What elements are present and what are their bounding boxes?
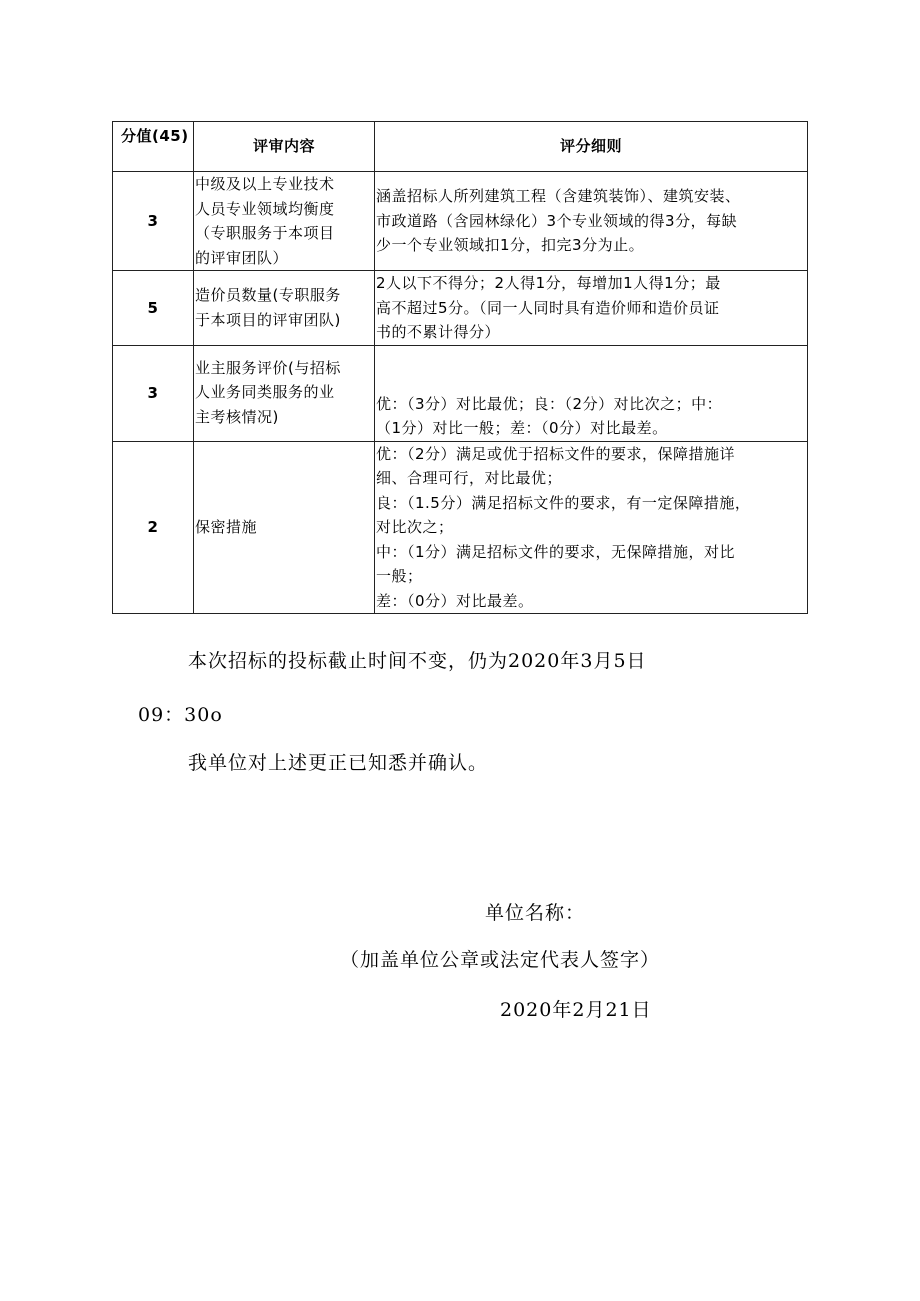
- detail-line: 一般；: [376, 567, 423, 585]
- detail-line: 优：（2分）满足或优于招标文件的要求，保障措施详: [376, 444, 736, 463]
- row-content: [194, 271, 375, 346]
- detail-line: 书的不累计得分）: [376, 323, 501, 341]
- detail-line: 对比次之；: [376, 518, 454, 536]
- deadline-notice-line2: 09：30o: [138, 704, 223, 726]
- row-detail: [375, 172, 808, 271]
- table-row: [113, 441, 808, 614]
- detail-line: 优：（3分）对比最优；良：（2分）对比次之；中：: [376, 394, 723, 413]
- table-row: [113, 345, 808, 441]
- content-line: 人业务同类服务的业: [195, 383, 335, 401]
- detail-line: 良：（1.5分）满足招标文件的要求，有一定保障措施，: [376, 493, 751, 512]
- content-line: 于本项目的评审团队): [195, 310, 341, 329]
- detail-line: 少一个专业领域扣1分，扣完3分为止。: [376, 236, 645, 255]
- row-score: 2: [113, 441, 194, 614]
- content-line: 保密措施: [195, 518, 258, 536]
- row-detail: [375, 271, 808, 346]
- content-line: 主考核情况): [195, 407, 279, 426]
- content-line: 的评审团队）: [195, 248, 289, 267]
- row-score: 3: [113, 172, 194, 271]
- header-detail: 评分细则: [375, 122, 808, 172]
- content-line: （专职服务于本项目: [195, 224, 335, 242]
- table-header-row: [113, 122, 808, 172]
- row-content: [194, 345, 375, 441]
- detail-line: （1分）对比一般；差：（0分）对比最差。: [376, 419, 668, 437]
- table-row: [113, 172, 808, 271]
- row-detail: [375, 345, 808, 441]
- unit-name-label: 单位名称：: [485, 902, 586, 924]
- seal-signature-note: （加盖单位公章或法定代表人签字）: [340, 949, 661, 971]
- table-row: [113, 271, 808, 346]
- detail-line: 中：（1分）满足招标文件的要求，无保障措施，对比: [376, 542, 736, 561]
- row-content: [194, 172, 375, 271]
- detail-line: 差：（0分）对比最差。: [376, 591, 534, 610]
- content-line: 业主服务评价(与招标: [195, 358, 341, 377]
- detail-line: 涵盖招标人所列建筑工程（含建筑装饰）、建筑安装、: [376, 187, 741, 206]
- signature-date: 2020年2月21日: [500, 999, 652, 1021]
- row-content: [194, 441, 375, 614]
- detail-line: 细、合理可行，对比最优；: [376, 469, 563, 487]
- content-line: 人员专业领域均衡度: [195, 199, 335, 218]
- row-score: 5: [113, 271, 194, 346]
- row-detail: [375, 441, 808, 614]
- scoring-table: [112, 121, 808, 614]
- content-line: 中级及以上专业技术: [195, 175, 335, 193]
- detail-line: 高不超过5分。（同一人同时具有造价师和造价员证: [376, 298, 720, 317]
- detail-line: 2人以下不得分；2人得1分，每增加1人得1分；最: [376, 274, 721, 292]
- deadline-notice-line1: 本次招标的投标截止时间不变，仍为2020年3月5日: [188, 650, 647, 672]
- row-score: 3: [113, 345, 194, 441]
- content-line: 造价员数量(专职服务: [195, 286, 341, 305]
- header-content: 评审内容: [194, 122, 375, 172]
- detail-line: 市政道路（含园林绿化）3个专业领域的得3分，每缺: [376, 211, 738, 230]
- header-score: 分值(45): [113, 122, 194, 172]
- confirmation-statement: 我单位对上述更正已知悉并确认。: [188, 752, 489, 774]
